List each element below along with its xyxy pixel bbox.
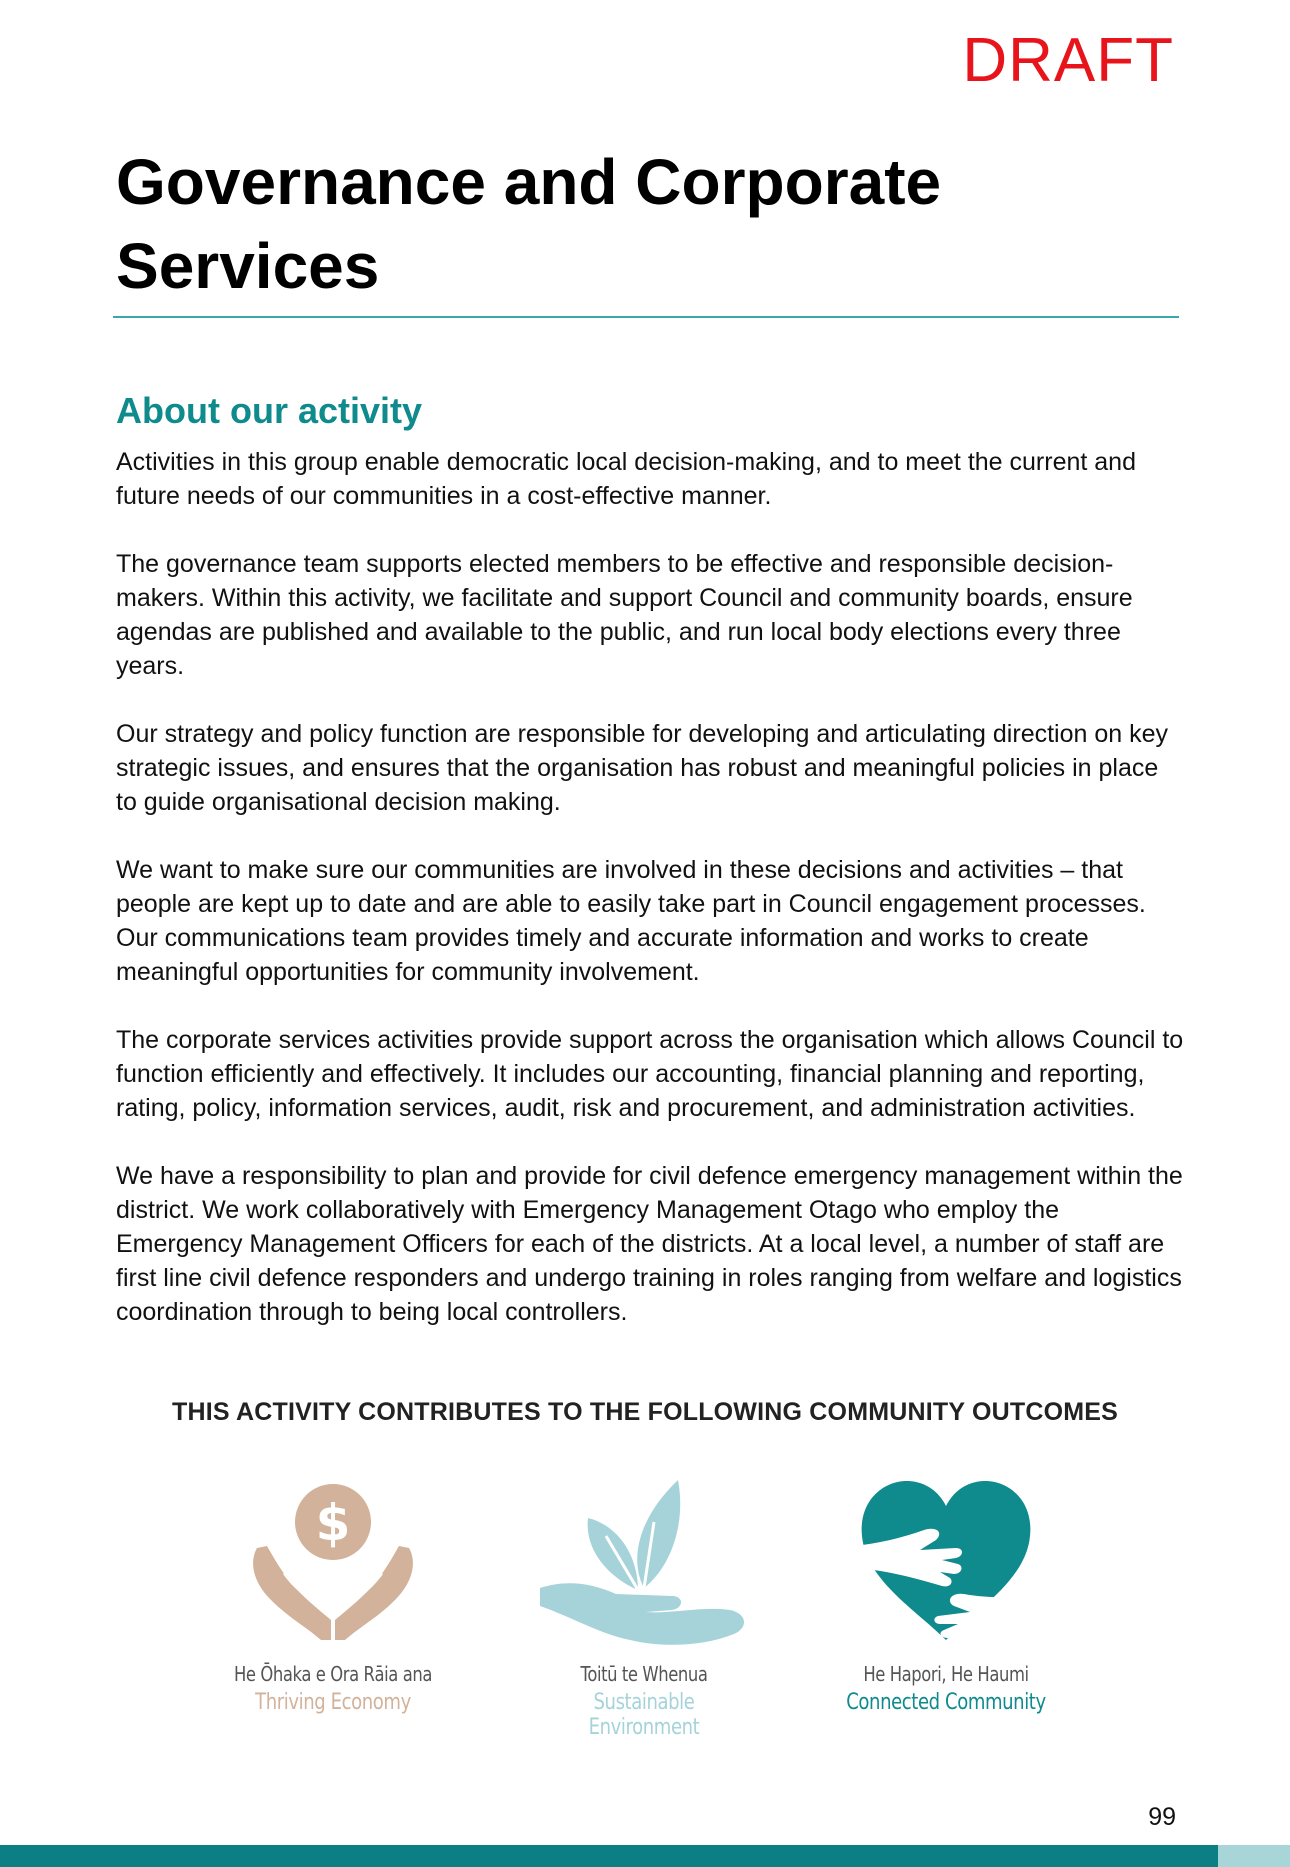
outcome-maori-label: Toitū te Whenua	[580, 1662, 708, 1686]
outcome-thriving-economy	[203, 1470, 463, 1715]
heart-hands-icon	[846, 1470, 1046, 1648]
money-hands-icon	[243, 1470, 423, 1648]
paragraph: The governance team supports elected members to be effective and responsible decision-makers. Within this activity, we facilitate and support Council and community boards, ensure agendas are published and available to the public, and run local body elections every three years.	[116, 550, 1133, 680]
section-heading: About our activity	[116, 390, 423, 431]
outcome-connected-community	[816, 1470, 1076, 1715]
outcome-english-label: Thriving Economy	[255, 1690, 411, 1715]
svg-text:$: $	[315, 1494, 351, 1552]
outcomes-title: THIS ACTIVITY CONTRIBUTES TO THE FOLLOWING COMMUNITY OUTCOMES	[172, 1398, 1118, 1426]
paragraph: The corporate services activities provide support across the organisation which allows Council to function efficiently and effectively. It includes our accounting, financial planning and reporting, rating, policy, information services, audit, risk and procurement, and administration activities.	[116, 1026, 1184, 1122]
paragraph: We have a responsibility to plan and provide for civil defence emergency management within the district. We work collaboratively with Emergency Management Otago who employ the Emergency Management Officers for each of the districts. At a local level, a number of staff are first line civil defence responders and undergo training in roles ranging from welfare and logistics coordination through to being local controllers.	[116, 1162, 1183, 1326]
outcome-english-label: Connected Community	[846, 1690, 1046, 1715]
paragraph: We want to make sure our communities are involved in these decisions and activities – that people are kept up to date and are able to easily take part in Council engagement processes. Our communications team provides timely and accurate information and works to create meaningful opportunities for community involvement.	[116, 856, 1146, 986]
body-text	[116, 445, 1186, 1363]
outcome-sustainable-environment	[514, 1470, 774, 1740]
outcome-english-label: Sustainable Environment	[588, 1690, 700, 1740]
paragraph: Our strategy and policy function are responsible for developing and articulating direction on key strategic issues, and ensures that the organisation has robust and meaningful policies in place to guide organisational decision making.	[116, 720, 1169, 816]
outcome-maori-label: He Ōhaka e Ora Rāia ana	[233, 1662, 433, 1686]
outcome-maori-label: He Hapori, He Haumi	[863, 1662, 1029, 1686]
page-title: Governance and Corporate Services	[116, 146, 942, 302]
page-number: 99	[1148, 1803, 1176, 1831]
paragraph: Activities in this group enable democratic local decision-making, and to meet the current and future needs of our communities in a cost-effective manner.	[116, 448, 1136, 510]
footer-accent	[1218, 1845, 1290, 1867]
title-divider	[113, 316, 1179, 318]
leaf-hand-icon	[534, 1470, 754, 1648]
draft-label: DRAFT	[962, 26, 1174, 95]
footer-bar	[0, 1845, 1290, 1867]
